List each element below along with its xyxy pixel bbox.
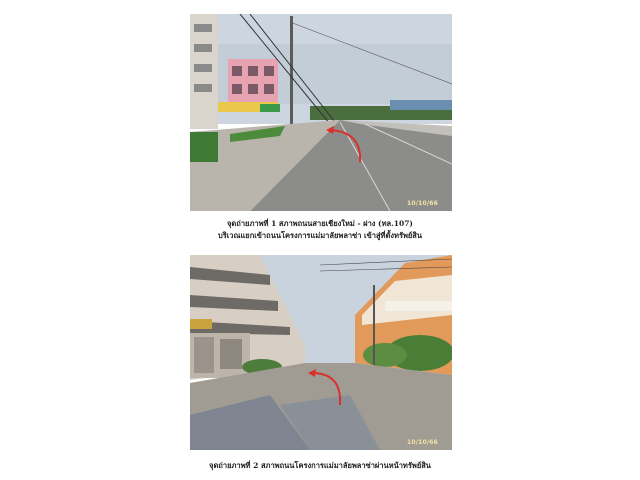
photo-caption-1 — [150, 218, 490, 242]
street-scene-2 — [190, 255, 452, 450]
site-photo-1 — [190, 14, 452, 211]
photo-timestamp: 10/10/66 — [406, 200, 438, 207]
caption-line: จุดถ่ายภาพที่ 1 สภาพถนนสายเชียงใหม่ - ฝาง (ทล.107) — [227, 219, 413, 228]
street-scene-1 — [190, 14, 452, 211]
caption-line: จุดถ่ายภาพที่ 2 สภาพถนนโครงการแม่มาลัยพลาซ่าผ่านหน้าทรัพย์สิน — [209, 461, 431, 470]
site-photo-2 — [190, 255, 452, 450]
caption-line: บริเวณแยกเข้าถนนโครงการแม่มาลัยพลาซ่า เข้าสู่ที่ตั้งทรัพย์สิน — [217, 231, 423, 240]
photo-timestamp: 10/10/66 — [406, 439, 438, 446]
photo-caption-2 — [150, 460, 490, 472]
